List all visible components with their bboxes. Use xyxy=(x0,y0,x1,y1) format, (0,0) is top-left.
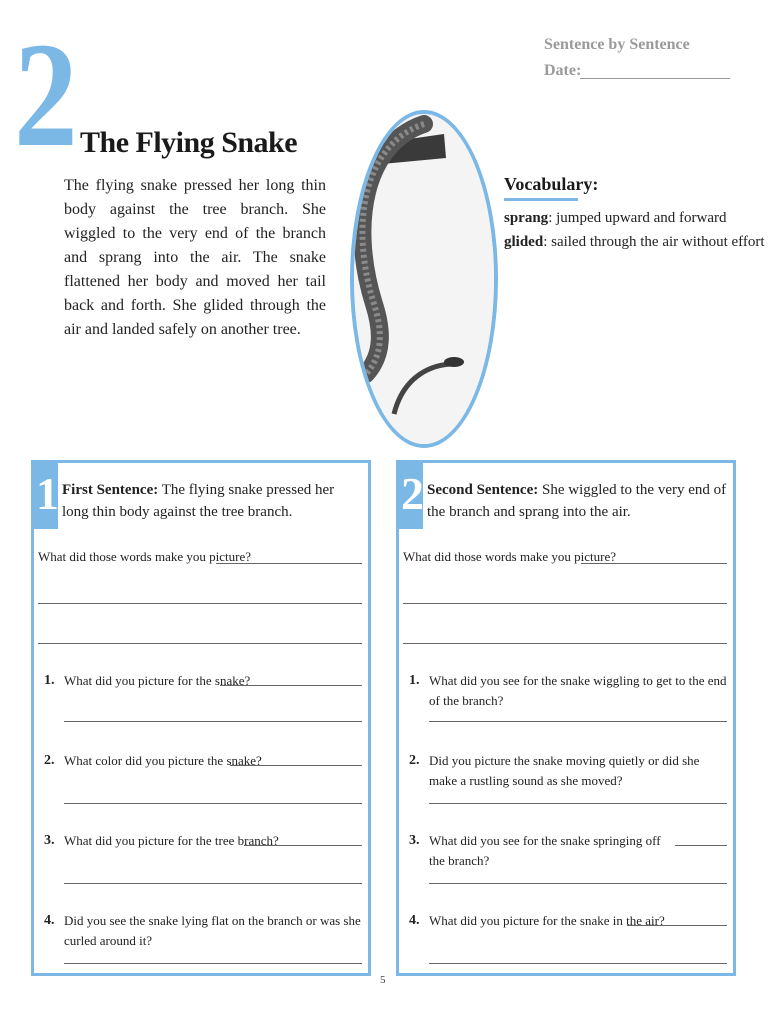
question-text: What did you picture for the snake? xyxy=(64,673,251,688)
sentence-content: The flying snake pressed her long thin body against the tree branch. xyxy=(62,482,335,520)
sentence-label: First Sentence: xyxy=(62,482,159,498)
question-number: 2. xyxy=(409,753,420,768)
panel-number: 2 xyxy=(401,468,424,519)
page-title: The Flying Snake xyxy=(80,126,298,159)
first-sentence-panel xyxy=(31,460,371,976)
question-number: 1. xyxy=(409,673,420,688)
question-number: 4. xyxy=(44,913,55,928)
sentence-text xyxy=(427,479,727,523)
question-text: What did you picture for the snake in the air? xyxy=(429,913,665,928)
answer-line[interactable] xyxy=(627,925,727,926)
answer-line[interactable] xyxy=(64,963,362,964)
answer-line[interactable] xyxy=(581,563,727,564)
question-text: What did you see for the snake wiggling to get to the end of the branch? xyxy=(429,673,727,708)
snake-image xyxy=(350,110,498,448)
question-text: What did you picture for the tree branch? xyxy=(64,833,279,848)
question-number: 2. xyxy=(44,753,55,768)
answer-line[interactable] xyxy=(216,563,362,564)
answer-line[interactable] xyxy=(403,643,727,644)
sentence-text xyxy=(62,479,362,523)
vocabulary-underline xyxy=(504,198,578,201)
panel-number-tab xyxy=(34,463,58,529)
question-text: Did you see the snake lying flat on the branch or was she curled around it? xyxy=(64,913,361,948)
question-number: 3. xyxy=(409,833,420,848)
answer-line[interactable] xyxy=(675,845,727,846)
second-sentence-panel xyxy=(396,460,736,976)
panel-number-tab xyxy=(399,463,423,529)
answer-line[interactable] xyxy=(244,845,362,846)
series-title: Sentence by Sentence xyxy=(544,36,690,53)
vocab-definition: : sailed through the air without effort xyxy=(543,234,765,250)
picture-prompt: What did those words make you picture? xyxy=(38,549,251,564)
question-text: What color did you picture the snake? xyxy=(64,753,262,768)
answer-line[interactable] xyxy=(220,685,362,686)
answer-line[interactable] xyxy=(64,883,362,884)
snake-illustration xyxy=(354,114,494,444)
answer-line[interactable] xyxy=(38,643,362,644)
question-number: 4. xyxy=(409,913,420,928)
answer-line[interactable] xyxy=(429,963,727,964)
question-number: 1. xyxy=(44,673,55,688)
answer-line[interactable] xyxy=(429,721,727,722)
page-number: 5 xyxy=(380,974,386,986)
story-text: The flying snake pressed her long thin body against the tree branch. She wiggled to the very end of the branch and sprang into the air. The snake flattened her body and moved her tail back and forth. She glided through the air and landed safely on another tree. xyxy=(64,177,326,338)
answer-line[interactable] xyxy=(429,803,727,804)
answer-line[interactable] xyxy=(230,765,362,766)
answer-line[interactable] xyxy=(403,603,727,604)
vocab-definition: : jumped upward and forward xyxy=(548,210,727,226)
date-label: Date: xyxy=(544,62,582,79)
vocab-word: glided xyxy=(504,234,544,250)
question-text: Did you picture the snake moving quietly or did she make a rustling sound as she moved? xyxy=(429,753,700,788)
vocabulary-title: Vocabulary: xyxy=(504,174,599,194)
date-field[interactable] xyxy=(580,78,730,79)
picture-prompt: What did those words make you picture? xyxy=(403,549,616,564)
lesson-number: 2 xyxy=(14,12,78,178)
snake-head xyxy=(444,357,464,367)
vocab-item xyxy=(504,234,765,251)
answer-line[interactable] xyxy=(64,803,362,804)
answer-line[interactable] xyxy=(64,721,362,722)
answer-line[interactable] xyxy=(429,883,727,884)
panel-number: 1 xyxy=(36,468,59,519)
sentence-label: Second Sentence: xyxy=(427,482,539,498)
sentence-content: She wiggled to the very end of the branch and sprang into the air. xyxy=(427,482,727,520)
answer-line[interactable] xyxy=(38,603,362,604)
question-text: What did you see for the snake springing off the branch? xyxy=(429,833,661,868)
vocab-word: sprang xyxy=(504,210,549,226)
question-number: 3. xyxy=(44,833,55,848)
vocab-item xyxy=(504,210,726,227)
